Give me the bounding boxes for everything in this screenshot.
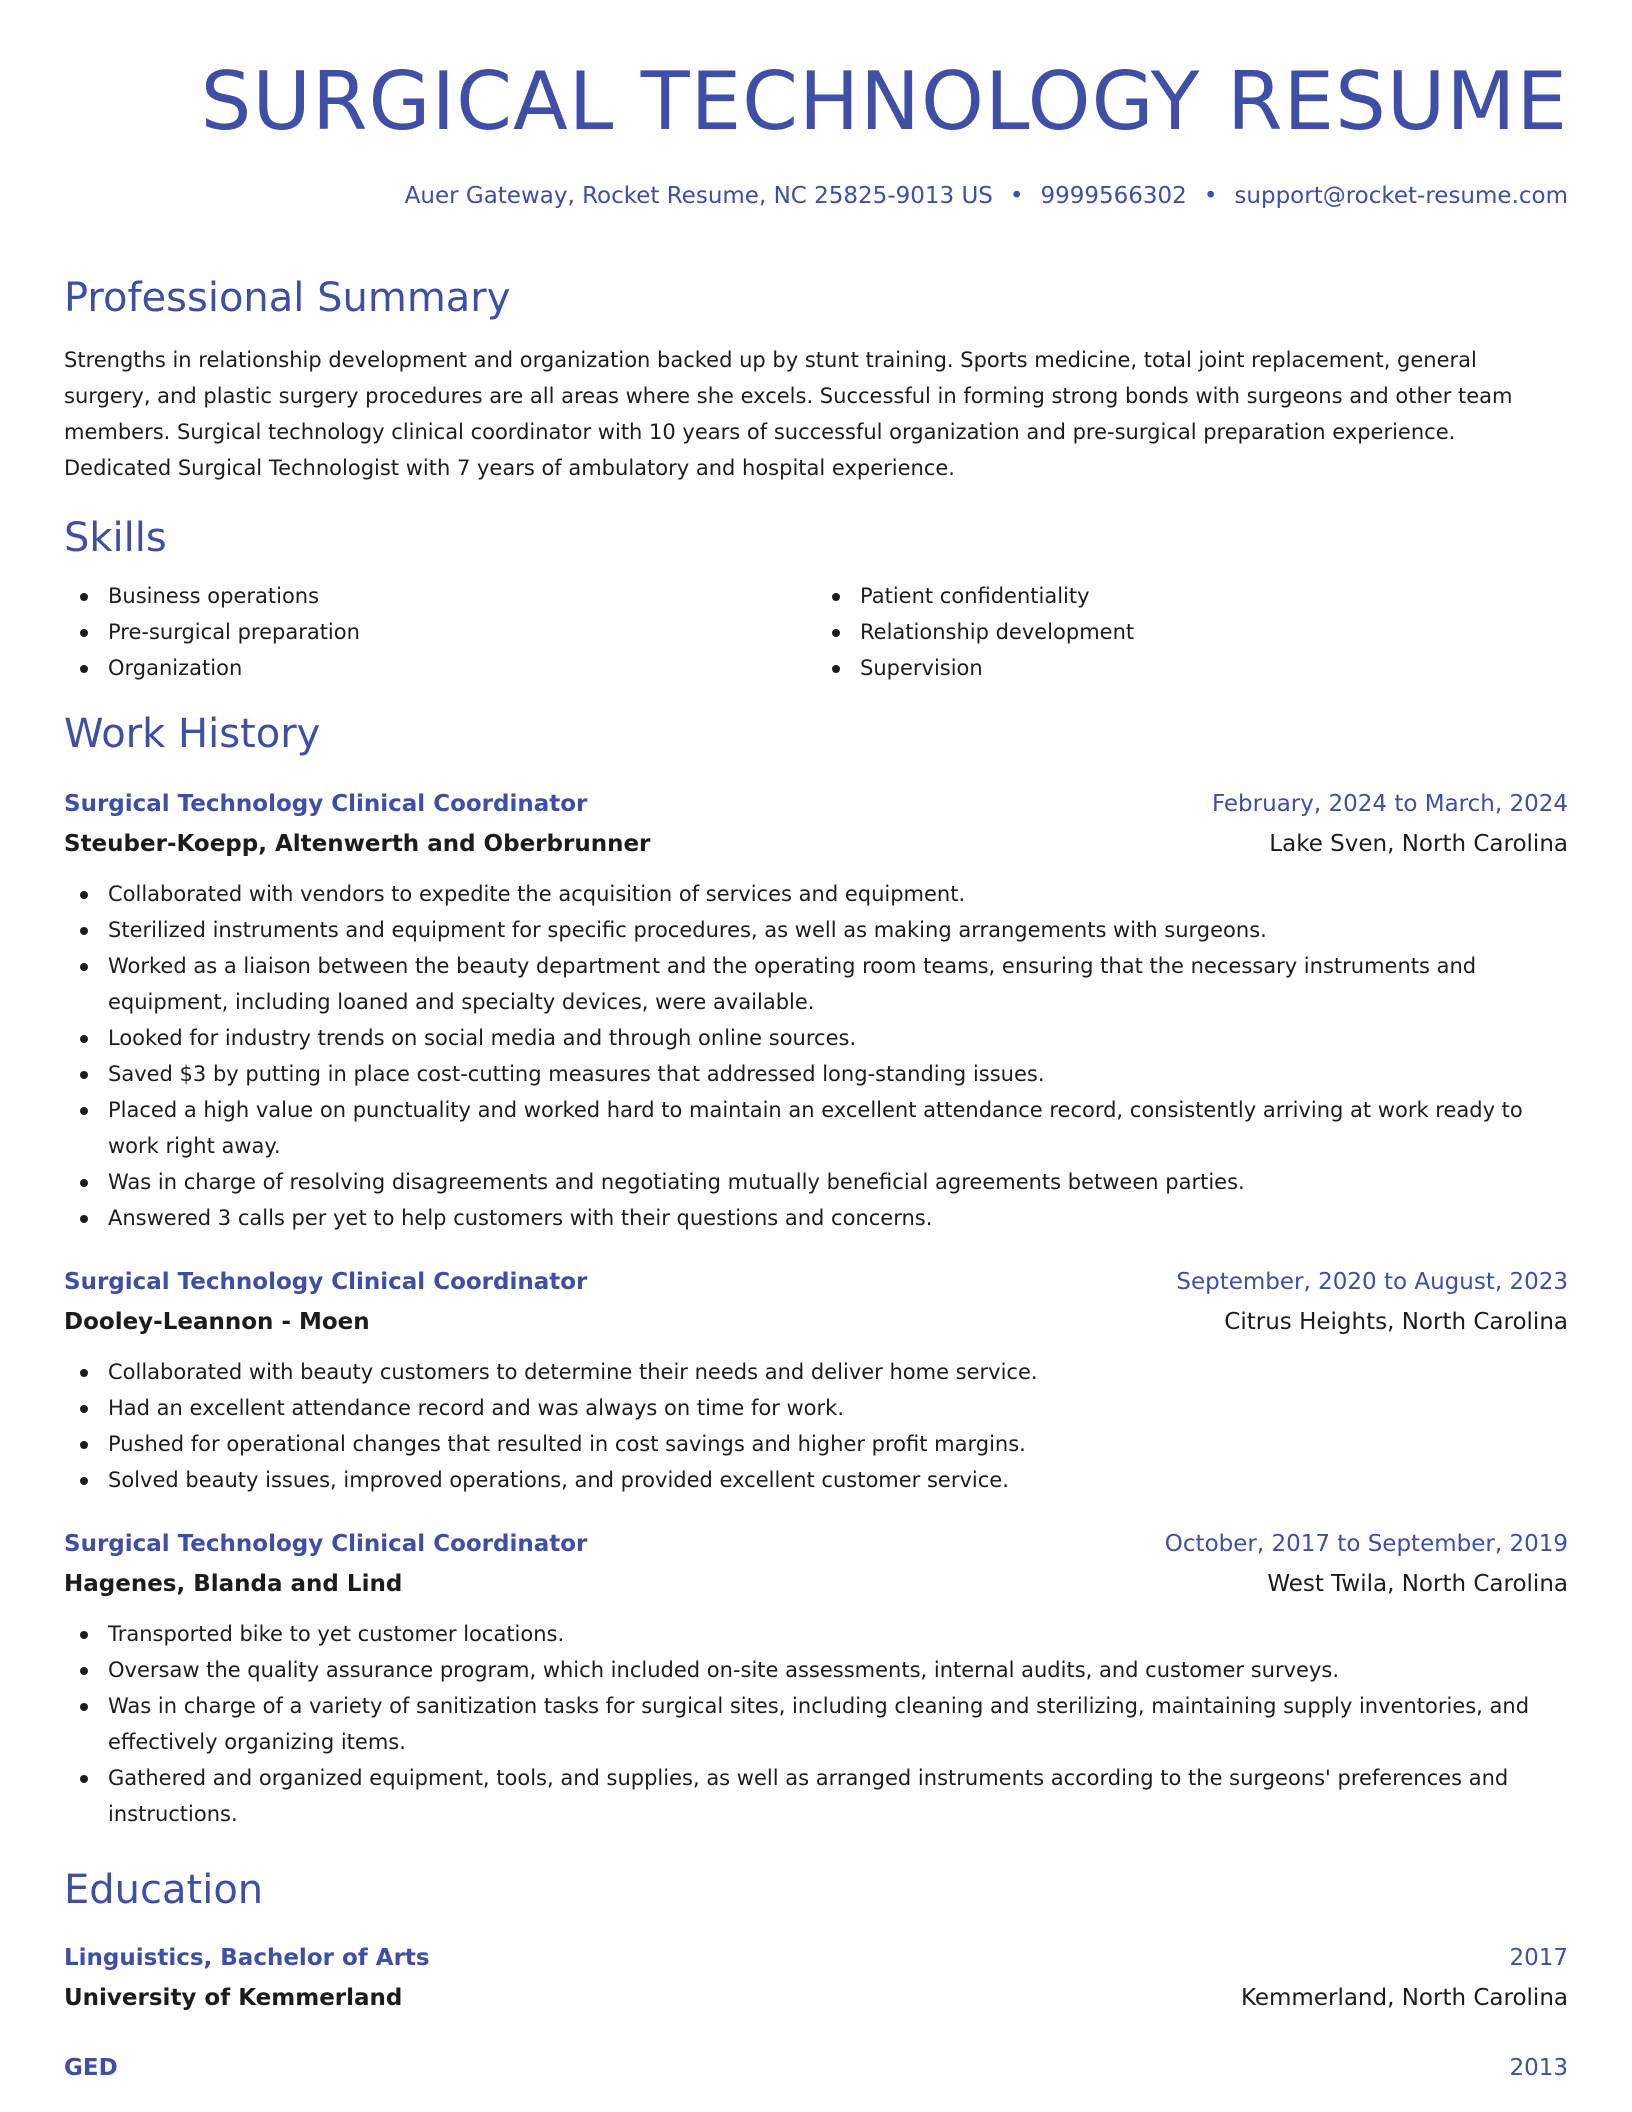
job-entry <box>64 1262 1568 1498</box>
job-company: Hagenes, Blanda and Lind <box>64 1571 403 1597</box>
skill-item: Patient confidentiality <box>816 578 1568 614</box>
job-bullet: Was in charge of resolving disagreements and negotiating mutually beneficial agreements between parties. <box>64 1164 1568 1200</box>
education-location: Kemmerland, North Carolina <box>1240 1985 1568 2011</box>
contact-separator: • <box>1203 183 1218 209</box>
job-entry <box>64 784 1568 1236</box>
job-bullet: Gathered and organized equipment, tools, and supplies, as well as arranged instruments according to the surgeons' preferences and instructions. <box>64 1760 1568 1832</box>
job-company: Dooley-Leannon - Moen <box>64 1309 370 1335</box>
education-year: 2017 <box>1509 1945 1568 1971</box>
contact-address: Auer Gateway, Rocket Resume, NC 25825-9013 US <box>404 183 993 209</box>
job-role: Surgical Technology Clinical Coordinator <box>64 1269 588 1295</box>
skill-item: Relationship development <box>816 614 1568 650</box>
job-dates: October, 2017 to September, 2019 <box>1164 1531 1568 1557</box>
job-bullets <box>64 1616 1568 1832</box>
job-bullet: Collaborated with vendors to expedite the acquisition of services and equipment. <box>64 876 1568 912</box>
job-bullet: Answered 3 calls per yet to help customers with their questions and concerns. <box>64 1200 1568 1236</box>
job-bullet: Transported bike to yet customer locations. <box>64 1616 1568 1652</box>
skills-list <box>64 578 1568 686</box>
contact-email[interactable]: support@rocket-resume.com <box>1234 183 1568 209</box>
job-bullet: Placed a high value on punctuality and worked hard to maintain an excellent attendance record, consistently arriving at work ready to work right away. <box>64 1092 1568 1164</box>
job-company: Steuber-Koepp, Altenwerth and Oberbrunner <box>64 831 651 857</box>
skill-item: Supervision <box>816 650 1568 686</box>
job-bullet: Saved $3 by putting in place cost-cutting measures that addressed long-standing issues. <box>64 1056 1568 1092</box>
job-bullet: Sterilized instruments and equipment for specific procedures, as well as making arrangements with surgeons. <box>64 912 1568 948</box>
job-bullet: Collaborated with beauty customers to determine their needs and deliver home service. <box>64 1354 1568 1390</box>
contact-phone: 9999566302 <box>1040 183 1187 209</box>
resume-header <box>64 0 1568 212</box>
job-role: Surgical Technology Clinical Coordinator <box>64 791 588 817</box>
education-year: 2013 <box>1509 2055 1568 2081</box>
section-title-work-history: Work History <box>64 711 321 757</box>
job-bullet: Pushed for operational changes that resulted in cost savings and higher profit margins. <box>64 1426 1568 1462</box>
education-entry <box>64 1938 1568 2018</box>
skills-column-left <box>64 578 816 686</box>
section-title-summary: Professional Summary <box>64 275 511 321</box>
job-location: Lake Sven, North Carolina <box>1269 831 1568 857</box>
section-title-skills: Skills <box>64 515 167 561</box>
job-role: Surgical Technology Clinical Coordinator <box>64 1531 588 1557</box>
education-entry <box>64 2048 1568 2088</box>
summary-text: Strengths in relationship development and organization backed up by stunt training. Sports medicine, total joint replacement, general surgery, and plastic surgery procedures are all areas where she excels. Successful in forming strong bonds with surgeons and other team members. Surgical technology clinical coordinator with 10 years of successful organization and pre-surgical preparation experience. Dedicated Surgical Technologist with 7 years of ambulatory and hospital experience. <box>64 348 1513 480</box>
skill-item: Business operations <box>64 578 816 614</box>
job-bullet: Solved beauty issues, improved operations, and provided excellent customer service. <box>64 1462 1568 1498</box>
job-dates: September, 2020 to August, 2023 <box>1176 1269 1568 1295</box>
job-dates: February, 2024 to March, 2024 <box>1211 791 1568 817</box>
job-location: Citrus Heights, North Carolina <box>1224 1309 1568 1335</box>
section-title-education: Education <box>64 1867 264 1913</box>
education-degree: Linguistics, Bachelor of Arts <box>64 1945 430 1971</box>
job-bullet: Oversaw the quality assurance program, which included on-site assessments, internal audits, and customer surveys. <box>64 1652 1568 1688</box>
job-bullets <box>64 876 1568 1236</box>
job-location: West Twila, North Carolina <box>1267 1571 1568 1597</box>
job-entry <box>64 1524 1568 1832</box>
resume-title: SURGICAL TECHNOLOGY RESUME <box>200 55 1568 148</box>
skill-item: Organization <box>64 650 816 686</box>
job-bullet: Was in charge of a variety of sanitization tasks for surgical sites, including cleaning and sterilizing, maintaining supply inventories, and effectively organizing items. <box>64 1688 1568 1760</box>
job-bullets <box>64 1354 1568 1498</box>
job-bullet: Looked for industry trends on social media and through online sources. <box>64 1020 1568 1056</box>
job-bullet: Worked as a liaison between the beauty department and the operating room teams, ensuring that the necessary instruments and equipment, including loaned and specialty devices, were available. <box>64 948 1568 1020</box>
education-degree: GED <box>64 2055 118 2081</box>
skills-column-right <box>816 578 1568 686</box>
contact-line <box>64 180 1568 212</box>
contact-separator: • <box>1009 183 1024 209</box>
education-school: University of Kemmerland <box>64 1985 403 2011</box>
job-bullet: Had an excellent attendance record and was always on time for work. <box>64 1390 1568 1426</box>
skill-item: Pre-surgical preparation <box>64 614 816 650</box>
